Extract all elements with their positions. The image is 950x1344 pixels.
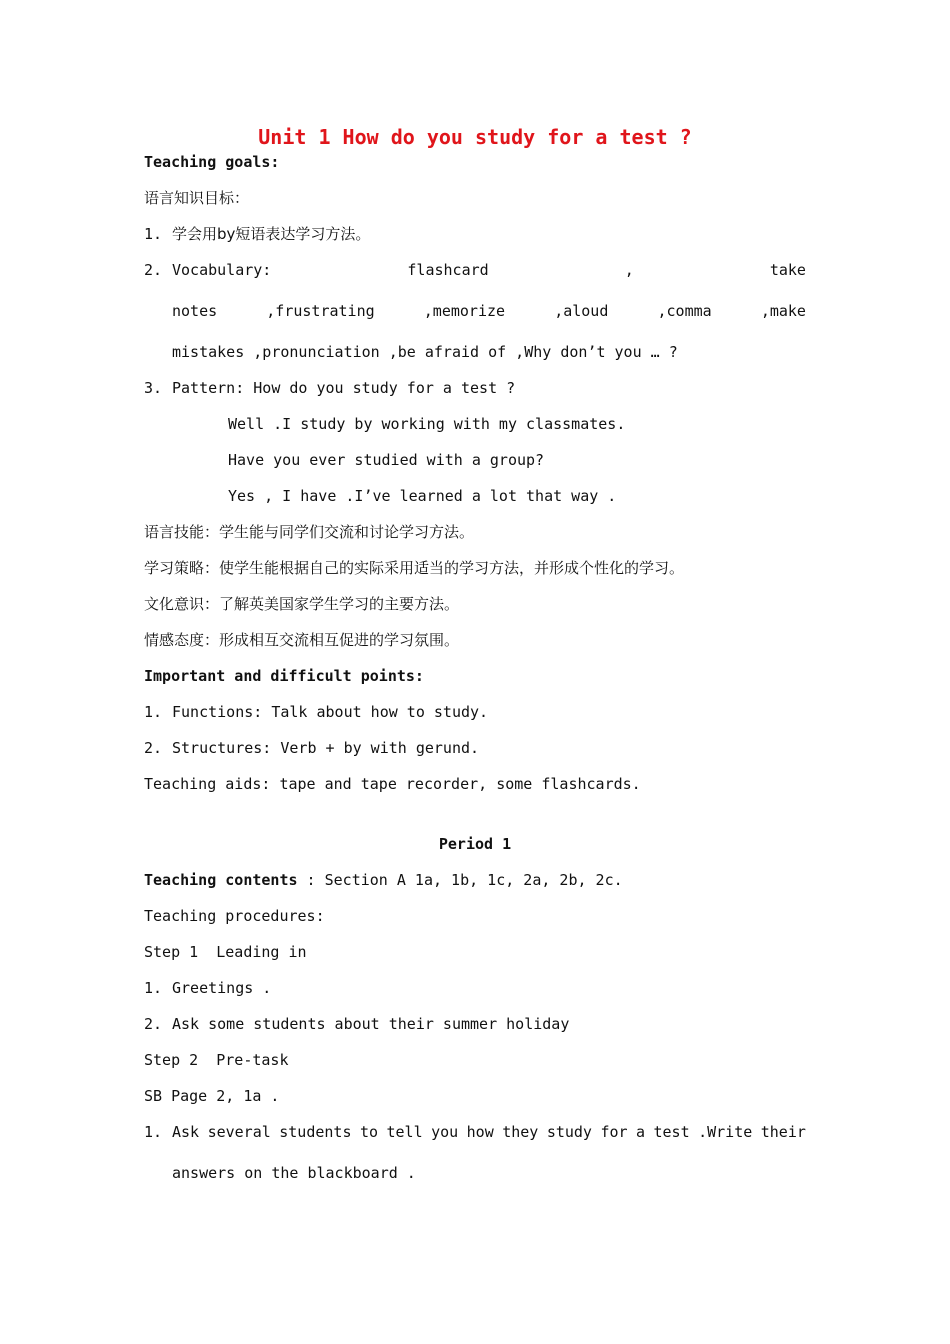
teaching-contents-label: Teaching contents — [144, 871, 298, 889]
task-word: a — [636, 1123, 646, 1141]
task-word: several — [207, 1123, 271, 1141]
step-1-item-2-text: Ask some students about their summer holiday — [172, 1015, 570, 1033]
vocabulary-word: ,make — [760, 302, 806, 320]
pattern-line: Pattern: How do you study for a test ? — [172, 379, 516, 397]
step-1-item-2-number: 2. — [144, 1015, 163, 1033]
vocabulary-word: notes — [172, 302, 218, 320]
teaching-aids: Teaching aids: tape and tape recorder, some flashcards. — [144, 775, 641, 793]
vocabulary-line-3: mistakes ,pronunciation ,be afraid of ,Why don’t you … ? — [172, 343, 678, 361]
points-heading: Important and difficult points: — [144, 667, 424, 685]
vocabulary-word: ,memorize — [423, 302, 506, 320]
points-item-1 — [144, 702, 488, 722]
vocabulary-word: take — [769, 261, 806, 279]
goal-item-3-number: 3. — [144, 379, 163, 397]
sb-page: SB Page 2, 1a . — [144, 1087, 280, 1105]
vocabulary-word: ,comma — [657, 302, 712, 320]
task-word: how — [466, 1123, 494, 1141]
goal-item-1-text: 学会用by短语表达学习方法。 — [172, 225, 371, 243]
points-item-2-text: Structures: Verb + by with gerund. — [172, 739, 480, 757]
task-word: tell — [386, 1123, 423, 1141]
step-1-item-2 — [144, 1014, 569, 1034]
step-1-item-1-text: Greetings . — [172, 979, 272, 997]
goal-item-3 — [144, 378, 515, 398]
task-word: you — [431, 1123, 459, 1141]
step-1-item-1-number: 1. — [144, 979, 163, 997]
task-word: for — [600, 1123, 628, 1141]
task-word: students — [279, 1123, 352, 1141]
goal-item-1 — [144, 224, 370, 244]
task-word: test — [653, 1123, 690, 1141]
learning-strategy: 学习策略：使学生能根据自己的实际采用适当的学习方法，并形成个性化的学习。 — [144, 559, 685, 577]
task-word: their — [760, 1123, 806, 1141]
pattern-example-1: Well .I study by working with my classmates. — [228, 415, 626, 433]
pattern-example-2: Have you ever studied with a group? — [228, 451, 545, 469]
points-item-1-number: 1. — [144, 703, 163, 721]
task-1-line-2: answers on the blackboard . — [172, 1164, 416, 1182]
pattern-example-3: Yes , I have .I’ve learned a lot that way . — [228, 487, 617, 505]
language-skills: 语言技能：学生能与同学们交流和讨论学习方法。 — [144, 523, 475, 541]
vocabulary-word: flashcard — [407, 261, 489, 279]
knowledge-goals-label: 语言知识目标： — [144, 189, 250, 207]
step-1-item-1 — [144, 978, 271, 998]
document-title: Unit 1 How do you study for a test ? — [258, 125, 692, 149]
period-title: Period 1 — [438, 835, 512, 853]
points-item-2 — [144, 738, 479, 758]
vocabulary-word: Vocabulary: — [172, 261, 272, 279]
teaching-contents — [144, 870, 623, 890]
goal-item-1-number: 1. — [144, 225, 163, 243]
task-1-line-1 — [172, 1122, 806, 1142]
teaching-procedures: Teaching procedures: — [144, 907, 325, 925]
goal-item-2-number: 2. — [144, 261, 163, 279]
vocabulary-word: ,aloud — [554, 302, 609, 320]
teaching-contents-text: : Section A 1a, 1b, 1c, 2a, 2b, 2c. — [297, 871, 623, 889]
teaching-goals-heading: Teaching goals: — [144, 153, 280, 171]
vocabulary-line-1 — [172, 260, 806, 280]
task-word: .Write — [698, 1123, 753, 1141]
step-2-heading: Step 2 Pre-task — [144, 1051, 289, 1069]
step-1-heading: Step 1 Leading in — [144, 943, 307, 961]
points-item-1-text: Functions: Talk about how to study. — [172, 703, 489, 721]
task-word: study — [546, 1123, 592, 1141]
task-word: Ask — [172, 1123, 200, 1141]
vocabulary-word: ,frustrating — [266, 302, 375, 320]
task-1-number: 1. — [144, 1123, 163, 1141]
vocabulary-word: , — [624, 261, 634, 279]
points-item-2-number: 2. — [144, 739, 163, 757]
task-word: to — [359, 1123, 379, 1141]
task-word: they — [502, 1123, 539, 1141]
vocabulary-line-2 — [172, 301, 806, 321]
emotional-attitude: 情感态度：形成相互交流相互促进的学习氛围。 — [144, 631, 460, 649]
cultural-awareness: 文化意识：了解英美国家学生学习的主要方法。 — [144, 595, 460, 613]
